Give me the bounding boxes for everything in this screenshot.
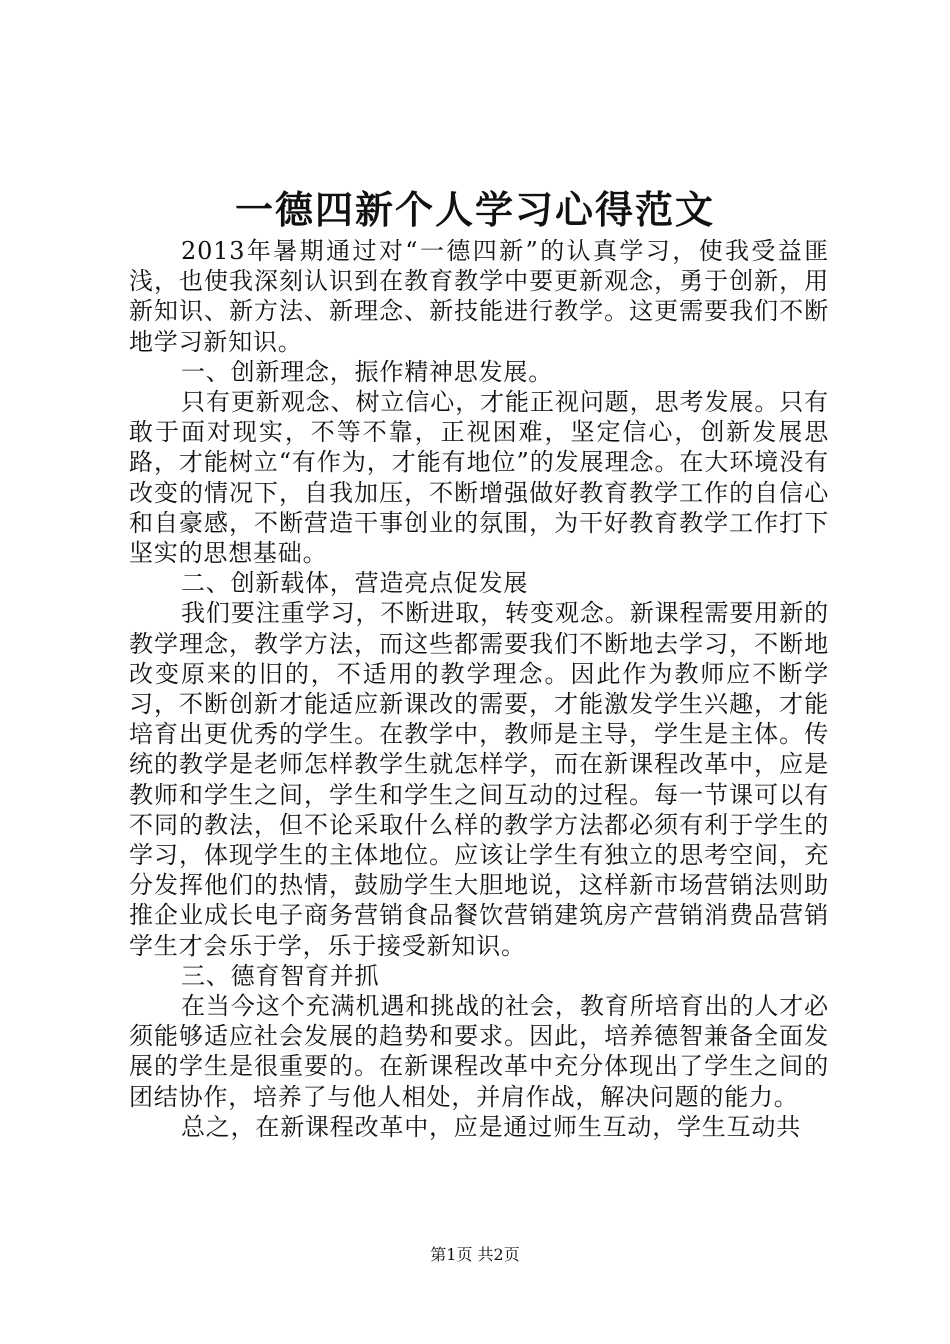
paragraph-section-1: 只有更新观念、树立信心，才能正视问题，思考发展。只有敢于面对现实，不等不靠，正视困难，坚定信心，创新发展思路，才能树立“有作为，才能有地位”的发展理念。在大环境没有改变的情况下，自我加压，不断增强做好教育教学工作的自信心和自豪感，不断营造干事创业的氛围，为干好教育教学工作打下坚实的思想基础。	[129, 388, 829, 568]
paragraph-intro: 2013年暑期通过对“一德四新”的认真学习，使我受益匪浅，也使我深刻认识到在教育教学中要更新观念，勇于创新，用新知识、新方法、新理念、新技能进行教学。这更需要我们不断地学习新知识。	[129, 237, 829, 356]
paragraph-section-3: 在当今这个充满机遇和挑战的社会，教育所培育出的人才必须能够适应社会发展的趋势和要求。因此，培养德智兼备全面发展的学生是很重要的。在新课程改革中充分体现出了学生之间的团结协作，培养了与他人相处，并肩作战，解决问题的能力。	[129, 992, 829, 1111]
document-body	[129, 236, 829, 1142]
paragraph-conclusion: 总之，在新课程改革中，应是通过师生互动，学生互动共	[181, 1112, 801, 1141]
page-number-footer: 第1页 共2页	[430, 1245, 520, 1264]
section-heading-3: 三、德育智育并抓	[181, 961, 380, 990]
paragraph-section-2: 我们要注重学习，不断进取，转变观念。新课程需要用新的教学理念，教学方法，而这些都需要我们不断地去学习，不断地改变原来的旧的，不适用的教学理念。因此作为教师应不断学习，不断创新才能适应新课改的需要，才能激发学生兴趣，才能培育出更优秀的学生。在教学中，教师是主导，学生是主体。传统的教学是老师怎样教学生就怎样学，而在新课程改革中，应是教师和学生之间，学生和学生之间互动的过程。每一节课可以有不同的教法，但不论采取什么样的教学方法都必须有利于学生的学习，体现学生的主体地位。应该让学生有独立的思考空间，充分发挥他们的热情，鼓励学生大胆地说，这样新市场营销法则助推企业成长电子商务营销食品餐饮营销建筑房产营销消费品营销学生才会乐于学，乐于接受新知识。	[129, 599, 829, 960]
document-title: 一德四新个人学习心得范文	[234, 187, 715, 232]
section-heading-1: 一、创新理念，振作精神思发展。	[181, 357, 553, 386]
section-heading-2: 二、创新载体，营造亮点促发展	[181, 569, 529, 598]
